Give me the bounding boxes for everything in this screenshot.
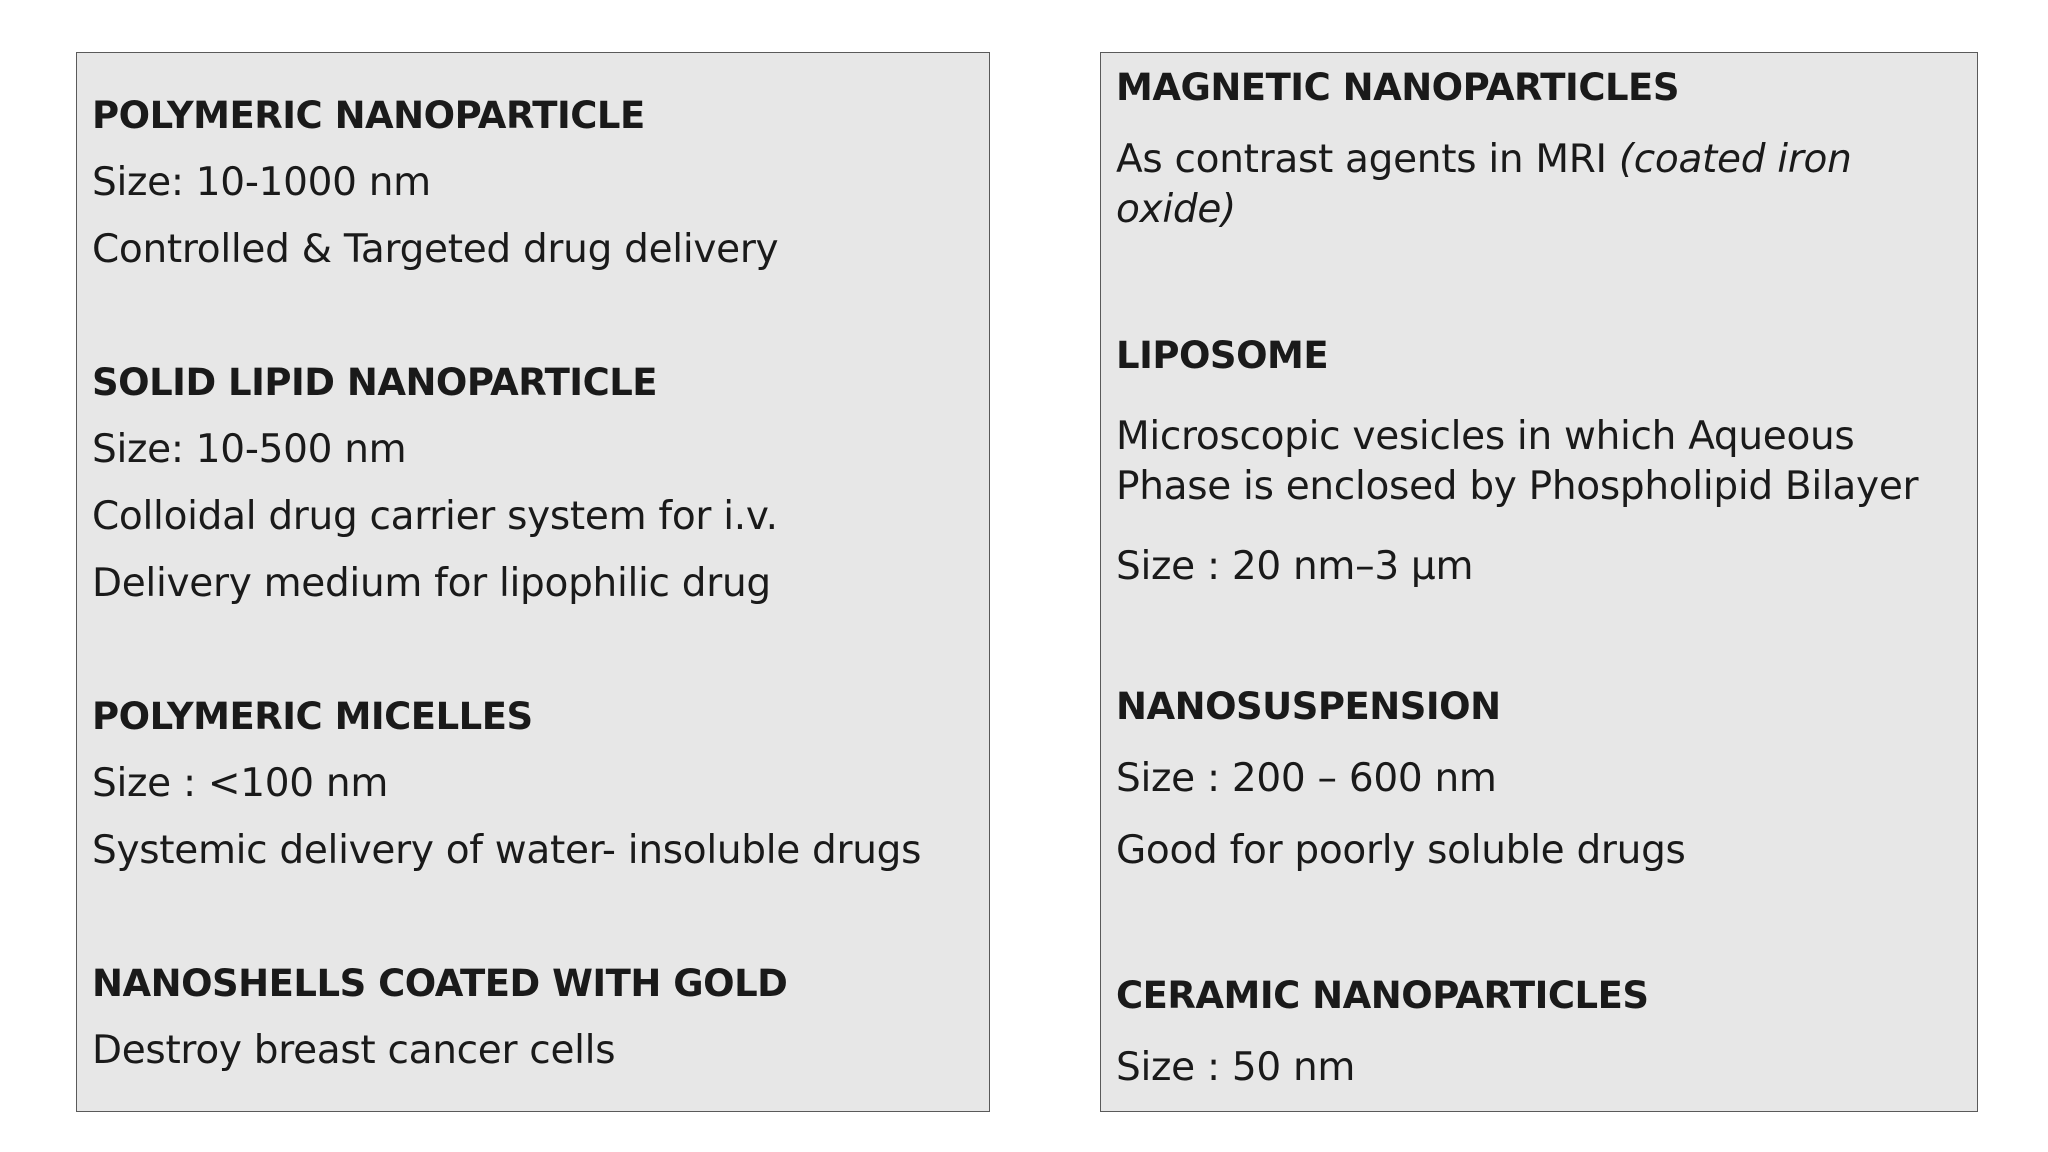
section-heading: CERAMIC NANOPARTICLES <box>1116 974 1649 1017</box>
section-line: Size : 50 nm <box>1116 1045 1356 1090</box>
section-line: Size : <100 nm <box>92 761 389 806</box>
section-text: Microscopic vesicles in which Aqueous Phase is enclosed by Phospholipid Bilayer <box>1116 414 1919 509</box>
section-text-italic: (coated iron oxide) <box>1116 137 1852 232</box>
section-heading: NANOSHELLS COATED WITH GOLD <box>92 962 788 1005</box>
section-line: Size : 200 – 600 nm <box>1116 756 1497 801</box>
section-line: Size: 10-500 nm <box>92 427 407 472</box>
right-text-box <box>1100 52 1978 1112</box>
section-line: Size: 10-1000 nm <box>92 160 431 205</box>
section-line: Destroy breast cancer cells <box>92 1028 616 1073</box>
section-text-regular: As contrast agents in MRI <box>1116 137 1619 182</box>
section-heading: SOLID LIPID NANOPARTICLE <box>92 361 658 404</box>
section-line: Controlled & Targeted drug delivery <box>92 227 779 272</box>
section-heading: POLYMERIC NANOPARTICLE <box>92 94 645 137</box>
section-text <box>1116 135 1965 235</box>
section-heading: NANOSUSPENSION <box>1116 685 1501 728</box>
section-line: Colloidal drug carrier system for i.v. <box>92 494 778 539</box>
section-line: Delivery medium for lipophilic drug <box>92 561 771 606</box>
section-heading: MAGNETIC NANOPARTICLES <box>1116 66 1679 109</box>
section-heading: POLYMERIC MICELLES <box>92 695 533 738</box>
left-text-box <box>76 52 990 1112</box>
section-line: Good for poorly soluble drugs <box>1116 828 1686 873</box>
section-line: Size : 20 nm–3 µm <box>1116 544 1474 589</box>
section-heading: LIPOSOME <box>1116 334 1329 377</box>
section-line: Systemic delivery of water- insoluble drugs <box>92 828 922 873</box>
